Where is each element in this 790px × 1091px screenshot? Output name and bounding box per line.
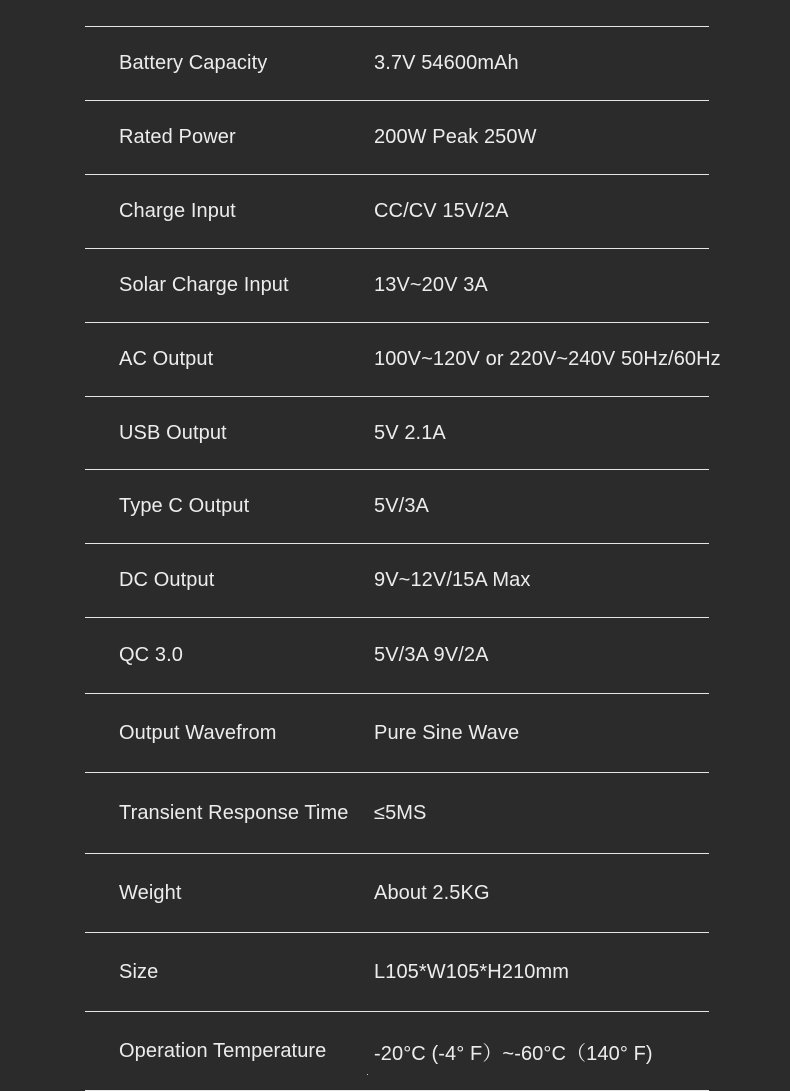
spec-row-operation-temperature	[85, 1012, 709, 1091]
spec-label: DC Output	[119, 569, 215, 591]
spec-row-output-waveform	[85, 694, 709, 773]
spec-label: Operation Temperature	[119, 1039, 327, 1062]
spec-label: Weight	[119, 881, 182, 904]
spec-value: About 2.5KG	[374, 881, 490, 904]
spec-label: Output Wavefrom	[119, 721, 277, 744]
spec-row-transient-response-time	[85, 773, 709, 854]
spec-label: Transient Response Time	[119, 801, 349, 824]
spec-value: CC/CV 15V/2A	[374, 200, 509, 222]
spec-label: Solar Charge Input	[119, 274, 289, 296]
spec-label: AC Output	[119, 348, 214, 370]
spec-table	[85, 26, 721, 1091]
spec-row-solar-charge-input	[85, 249, 709, 323]
spec-row-size	[85, 933, 709, 1012]
spec-row-usb-output	[85, 397, 709, 470]
spec-value: -20°C (-4° F）~-60°C（140° F)	[374, 1042, 653, 1065]
spec-label: USB Output	[119, 421, 227, 444]
spec-label: Rated Power	[119, 126, 236, 148]
spec-label: Type C Output	[119, 495, 250, 517]
spec-value: Pure Sine Wave	[374, 721, 520, 744]
spec-value: 3.7V 54600mAh	[374, 52, 519, 74]
spec-value: 200W Peak 250W	[374, 126, 537, 148]
spec-row-qc-3	[85, 618, 709, 694]
decorative-dot	[367, 1074, 368, 1075]
spec-row-type-c-output	[85, 470, 709, 544]
spec-value: 13V~20V 3A	[374, 274, 488, 296]
spec-value: 5V/3A	[374, 495, 429, 517]
spec-value: 5V/3A 9V/2A	[374, 644, 489, 666]
spec-label: QC 3.0	[119, 644, 183, 666]
spec-row-weight	[85, 854, 709, 933]
spec-value: 5V 2.1A	[374, 421, 446, 444]
spec-row-charge-input	[85, 175, 709, 249]
spec-row-dc-output	[85, 544, 709, 618]
spec-row-ac-output	[85, 323, 721, 397]
spec-value: 9V~12V/15A Max	[374, 569, 531, 591]
spec-row-battery-capacity	[85, 27, 709, 101]
spec-value: 100V~120V or 220V~240V 50Hz/60Hz	[374, 348, 721, 370]
spec-value: L105*W105*H210mm	[374, 960, 570, 983]
spec-row-rated-power	[85, 101, 709, 175]
spec-label: Charge Input	[119, 200, 236, 222]
spec-label: Battery Capacity	[119, 52, 268, 74]
spec-value: ≤5MS	[374, 801, 427, 824]
spec-label: Size	[119, 960, 159, 983]
